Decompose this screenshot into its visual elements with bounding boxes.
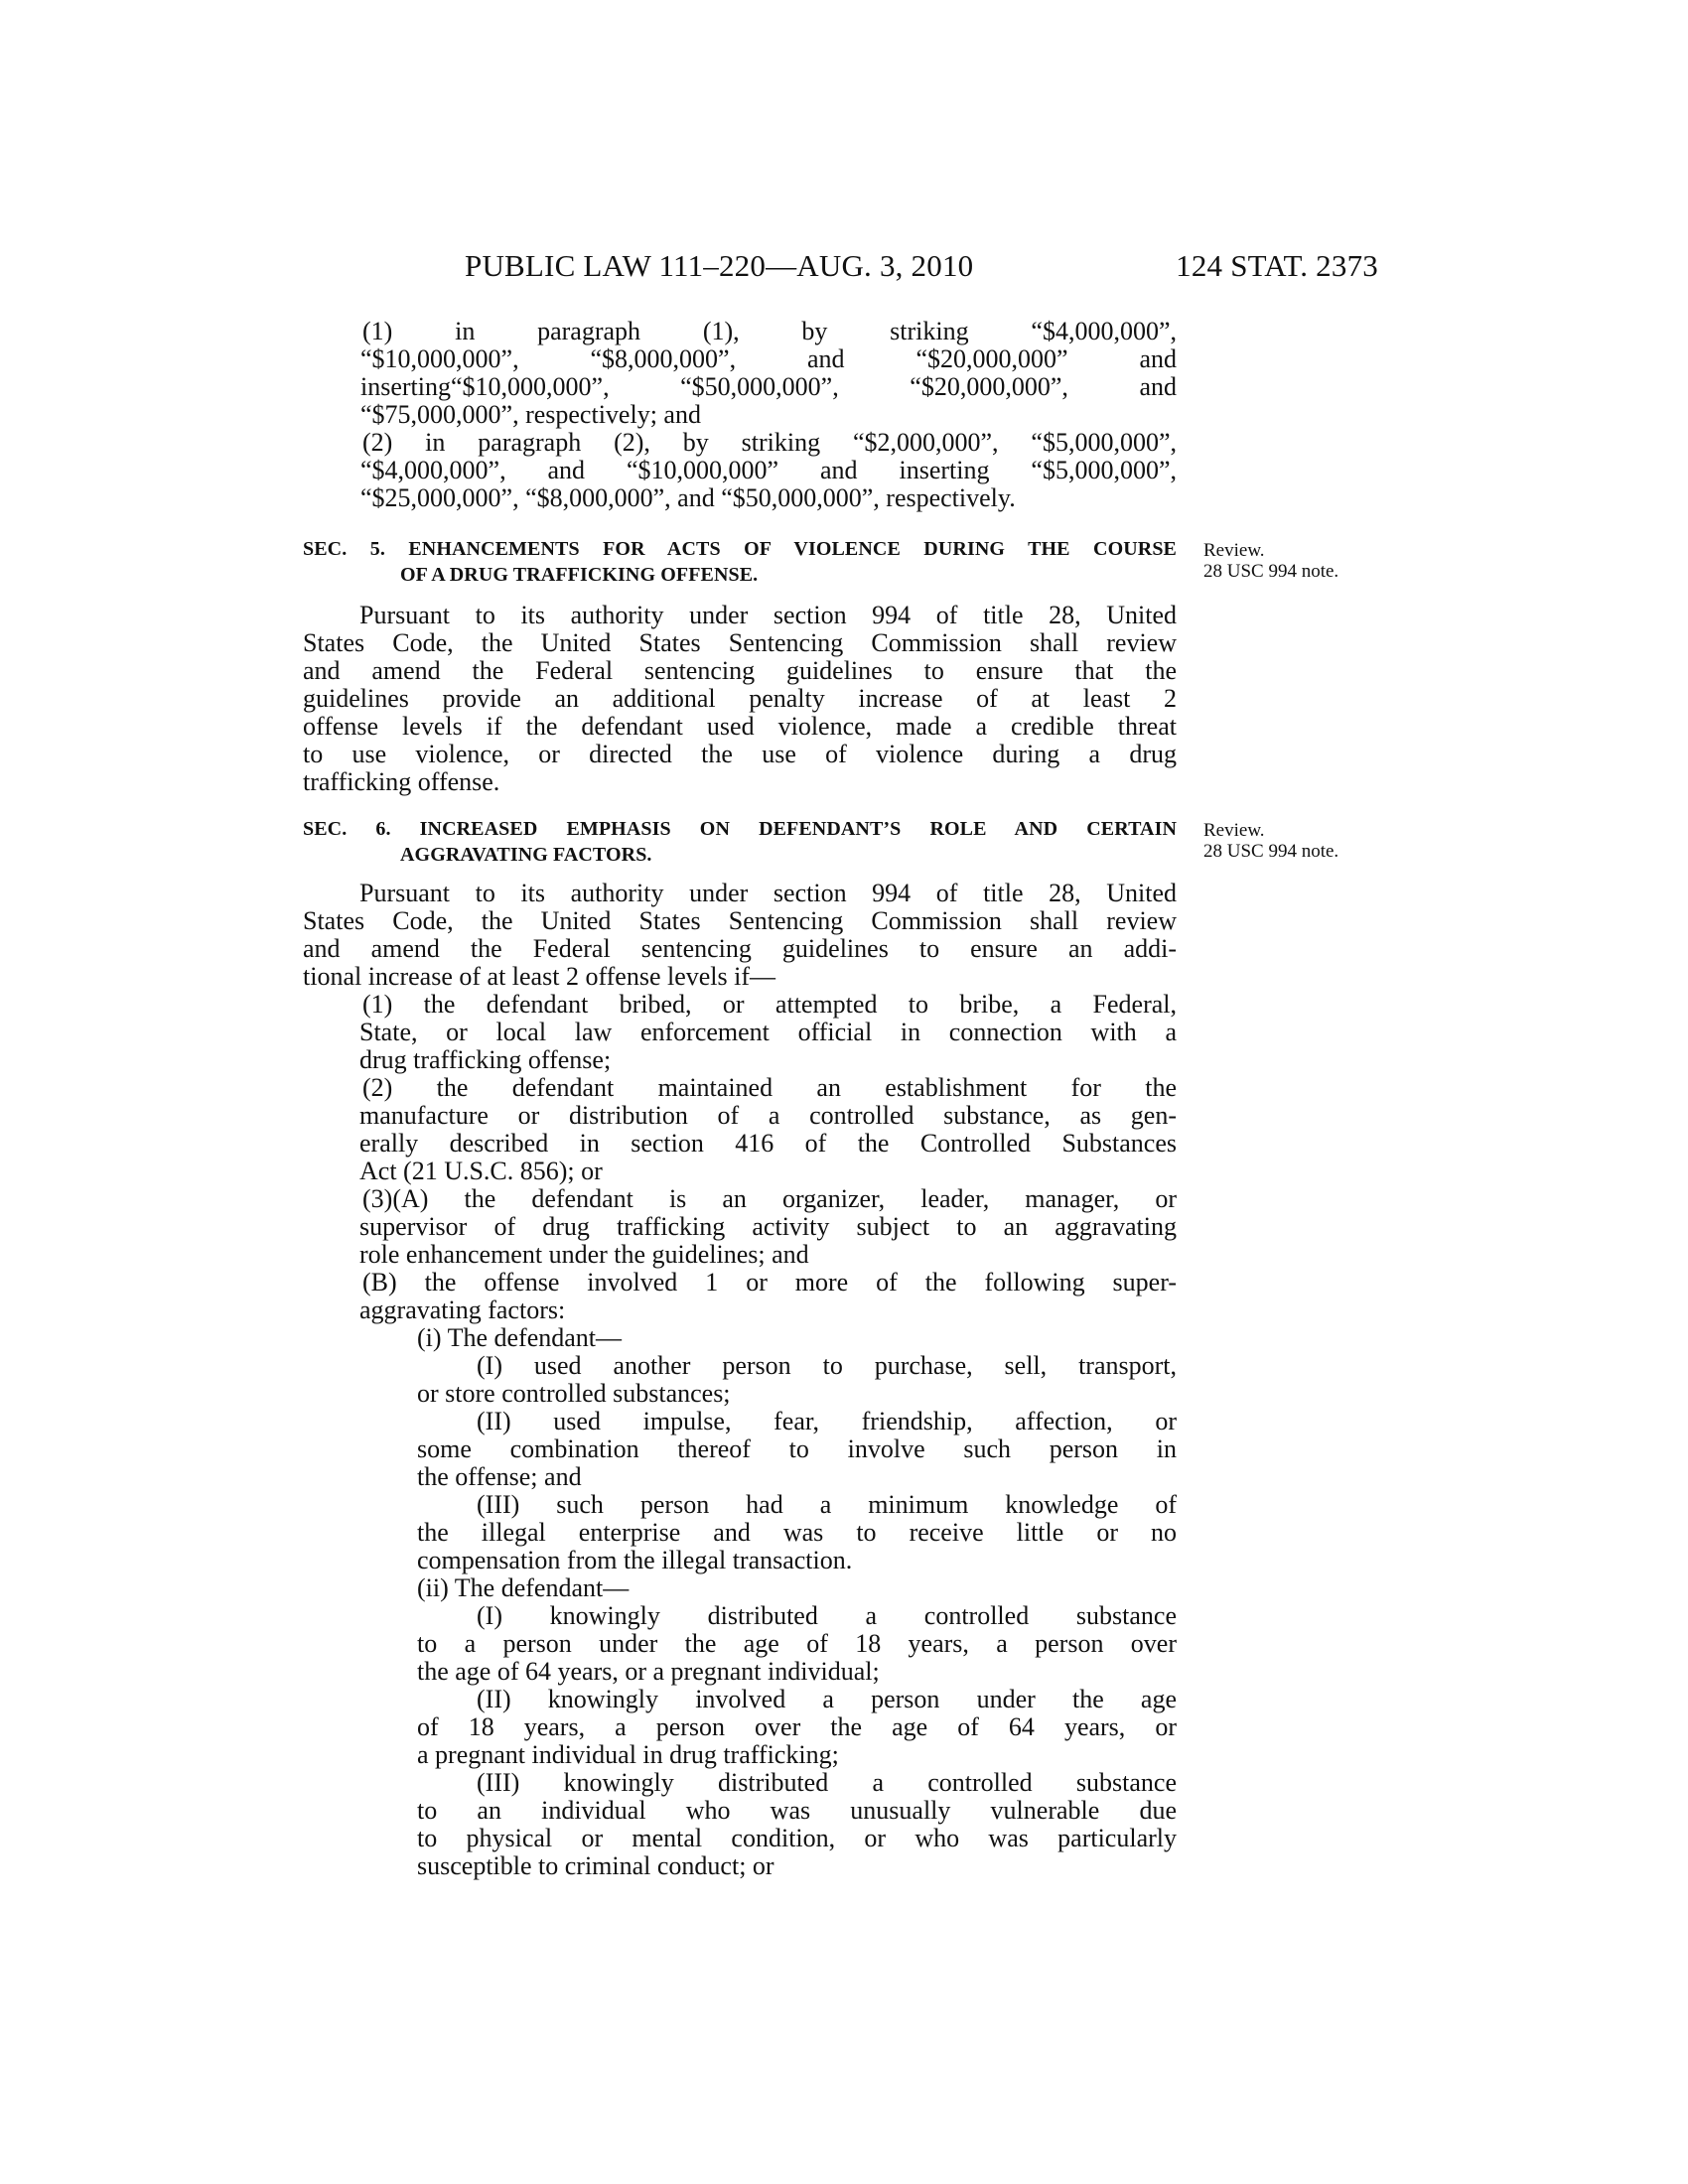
margin-note-review: Review. <box>1203 820 1265 841</box>
paragraph-1-line: (1) the defendant bribed, or attempted to bribe, a Federal, <box>362 990 1177 1019</box>
paragraph-3B-line: (B) the offense involved 1 or more of the following super- <box>362 1268 1177 1297</box>
clause-i-line: (i) The defendant— <box>417 1323 622 1352</box>
subclause-i-II-line: (II) used impulse, fear, friendship, affection, or <box>477 1407 1177 1435</box>
paragraph-2-line: (2) the defendant maintained an establishment for the <box>362 1073 1177 1102</box>
paragraph-2-line: Act (21 U.S.C. 856); or <box>359 1157 603 1185</box>
section-5-body-line: guidelines provide an additional penalty increase of at least 2 <box>303 684 1177 713</box>
section-5-body-line: offense levels if the defendant used violence, made a credible threat <box>303 712 1177 741</box>
section-6-body-line: States Code, the United States Sentencing Commission shall review <box>303 906 1177 935</box>
subclause-ii-III-line: susceptible to criminal conduct; or <box>417 1851 774 1880</box>
subclause-i-II-line: the offense; and <box>417 1462 582 1491</box>
running-header-page-number: 124 STAT. 2373 <box>1176 248 1378 283</box>
section-6-heading-line: AGGRAVATING FACTORS. <box>400 844 652 866</box>
section-5-heading <box>303 536 1177 588</box>
paragraph-3A-line: supervisor of drug trafficking activity subject to an aggravating <box>359 1212 1177 1241</box>
section-6-body <box>303 880 1177 1880</box>
subclause-ii-II-line: of 18 years, a person over the age of 64 years, or <box>417 1712 1177 1741</box>
subclause-i-III-line: compensation from the illegal transaction. <box>417 1546 853 1574</box>
subclause-ii-II-line: (II) knowingly involved a person under the age <box>477 1685 1177 1713</box>
intro-paragraph-1-line: “$75,000,000”, respectively; and <box>360 400 701 429</box>
subclause-ii-III-line: to physical or mental condition, or who was particularly <box>417 1824 1177 1852</box>
subclause-i-I-line: or store controlled substances; <box>417 1379 731 1408</box>
intro-paragraph-2-line: “$4,000,000”, and “$10,000,000” and inserting “$5,000,000”, <box>360 456 1177 484</box>
intro-paragraph-2-line: “$25,000,000”, “$8,000,000”, and “$50,000,000”, respectively. <box>360 483 1016 512</box>
paragraph-2-line: erally described in section 416 of the Controlled Substances <box>359 1129 1177 1158</box>
section-6-margin-note <box>1203 820 1338 862</box>
subclause-ii-I-line: the age of 64 years, or a pregnant individual; <box>417 1657 880 1686</box>
section-6-body-line: Pursuant to its authority under section 994 of title 28, United <box>359 879 1177 907</box>
margin-note-review: Review. <box>1203 540 1265 561</box>
subclause-i-I-line: (I) used another person to purchase, sell, transport, <box>477 1351 1177 1380</box>
margin-note-citation: 28 USC 994 note. <box>1203 841 1339 862</box>
subclause-ii-III-line: (III) knowingly distributed a controlled substance <box>477 1768 1177 1797</box>
section-5-body-line: and amend the Federal sentencing guidelines to ensure that the <box>303 656 1177 685</box>
subclause-i-III-line: the illegal enterprise and was to receive little or no <box>417 1518 1177 1547</box>
clause-ii-line: (ii) The defendant— <box>417 1573 630 1602</box>
paragraph-3A-line: (3)(A) the defendant is an organizer, leader, manager, or <box>362 1184 1177 1213</box>
running-header-title: PUBLIC LAW 111–220—AUG. 3, 2010 <box>465 248 974 283</box>
paragraph-1-line: State, or local law enforcement official in connection with a <box>359 1018 1177 1046</box>
section-5-body-line: States Code, the United States Sentencing Commission shall review <box>303 628 1177 657</box>
section-5-body-line: Pursuant to its authority under section 994 of title 28, United <box>359 601 1177 629</box>
subclause-i-II-line: some combination thereof to involve such person in <box>417 1434 1177 1463</box>
intro-paragraph-2-line: (2) in paragraph (2), by striking “$2,000,000”, “$5,000,000”, <box>362 428 1177 457</box>
paragraph-1-line: drug trafficking offense; <box>359 1045 612 1074</box>
intro-block <box>303 318 1177 512</box>
subclause-ii-III-line: to an individual who was unusually vulnerable due <box>417 1796 1177 1825</box>
section-6-body-line: and amend the Federal sentencing guidelines to ensure an addi- <box>303 934 1177 963</box>
intro-paragraph-1-line: inserting“$10,000,000”, “$50,000,000”, “$20,000,000”, and <box>360 372 1177 401</box>
paragraph-3A-line: role enhancement under the guidelines; and <box>359 1240 809 1269</box>
section-5-body-line: to use violence, or directed the use of violence during a drug <box>303 740 1177 768</box>
section-6-heading <box>303 816 1177 868</box>
subclause-ii-I-line: (I) knowingly distributed a controlled substance <box>477 1601 1177 1630</box>
section-5-heading-line: SEC. 5. ENHANCEMENTS FOR ACTS OF VIOLENCE DURING THE COURSE <box>303 538 1177 560</box>
subclause-i-III-line: (III) such person had a minimum knowledge of <box>477 1490 1177 1519</box>
section-6-heading-line: SEC. 6. INCREASED EMPHASIS ON DEFENDANT’S ROLE AND CERTAIN <box>303 818 1177 840</box>
section-5-heading-line: OF A DRUG TRAFFICKING OFFENSE. <box>400 564 759 586</box>
margin-note-citation: 28 USC 994 note. <box>1203 561 1339 582</box>
section-6-body-line: tional increase of at least 2 offense levels if— <box>303 962 776 991</box>
subclause-ii-II-line: a pregnant individual in drug trafficking; <box>417 1740 839 1769</box>
paragraph-3B-line: aggravating factors: <box>359 1296 566 1324</box>
intro-paragraph-1-line: “$10,000,000”, “$8,000,000”, and “$20,000,000” and <box>360 344 1177 373</box>
section-5-body-line: trafficking offense. <box>303 767 500 796</box>
section-5-margin-note <box>1203 540 1338 582</box>
paragraph-2-line: manufacture or distribution of a controlled substance, as gen- <box>359 1101 1177 1130</box>
section-5-body <box>303 602 1177 796</box>
subclause-ii-I-line: to a person under the age of 18 years, a person over <box>417 1629 1177 1658</box>
intro-paragraph-1-line: (1) in paragraph (1), by striking “$4,000,000”, <box>362 317 1177 345</box>
